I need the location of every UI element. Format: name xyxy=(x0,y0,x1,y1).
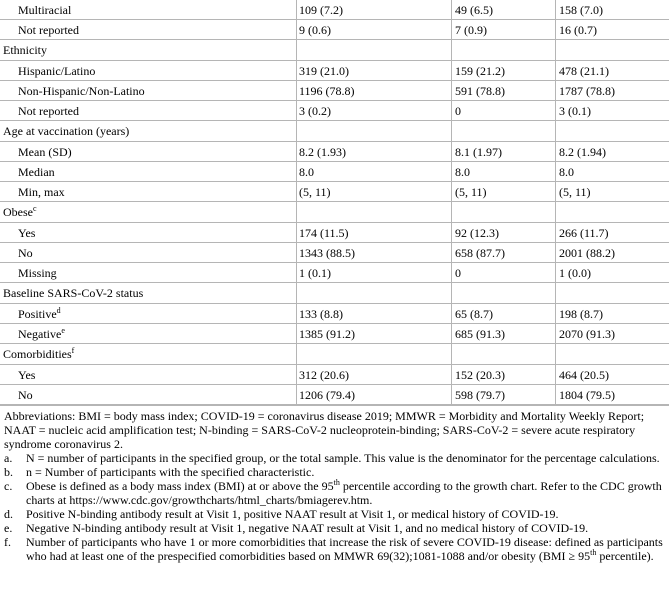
group-header-row xyxy=(0,283,669,304)
footnote-f: f. Number of participants who have 1 or more comorbidities that increase the risk of severe COVID-19 disease: defined as participants who had at least one of the prespecified comorbidities based on MMWR 69(32);1081-1088 and/or obesity (BMI ≥ 95th percentile). xyxy=(4,535,663,563)
row-label: Hispanic/Latino xyxy=(18,64,96,78)
value-cell-col3: 464 (20.5) xyxy=(559,368,609,382)
table-row xyxy=(0,324,669,344)
value-cell-col2: 658 (87.7) xyxy=(455,246,505,260)
value-cell-col2: 591 (78.8) xyxy=(455,84,505,98)
footnote-marker: f xyxy=(71,346,75,355)
row-label: Not reported xyxy=(18,23,79,37)
value-cell-col2: 159 (21.2) xyxy=(455,64,505,78)
value-cell-col2: (5, 11) xyxy=(455,185,487,199)
row-label: Comorbidities$^f$ xyxy=(3,346,75,361)
group-header-row xyxy=(0,344,669,365)
table-row xyxy=(0,61,669,81)
value-cell-col1: 133 (8.8) xyxy=(299,307,343,321)
value-cell-col2: 685 (91.3) xyxy=(455,327,505,341)
value-cell-col1: 109 (7.2) xyxy=(299,3,343,17)
table-row xyxy=(0,20,669,40)
value-cell-col1: 1206 (79.4) xyxy=(299,388,355,402)
table-row xyxy=(0,162,669,182)
value-cell-col2: 92 (12.3) xyxy=(455,226,499,240)
row-label: Missing xyxy=(18,266,57,280)
table-row xyxy=(0,0,669,20)
value-cell-col3: 2070 (91.3) xyxy=(559,327,615,341)
row-label: Positive$^d$ xyxy=(18,306,61,321)
row-label: Yes xyxy=(18,226,36,240)
value-cell-col1: 312 (20.6) xyxy=(299,368,349,382)
value-cell-col3: 1804 (79.5) xyxy=(559,388,615,402)
footnote-d: d. Positive N-binding antibody result at Visit 1, positive NAAT result at Visit 1, or medical history of COVID-19. xyxy=(4,507,559,521)
table-row xyxy=(0,182,669,202)
footnote-e: e. Negative N-binding antibody result at Visit 1, negative NAAT result at Visit 1, and no medical history of COVID-19. xyxy=(4,521,589,535)
value-cell-col2: 7 (0.9) xyxy=(455,23,487,37)
footnote-marker: e xyxy=(61,326,65,335)
value-cell-col3: 478 (21.1) xyxy=(559,64,609,78)
table-row xyxy=(0,243,669,263)
value-cell-col3: 8.2 (1.94) xyxy=(559,145,606,159)
row-label: No xyxy=(18,246,33,260)
footnote-marker: c xyxy=(33,204,37,213)
value-cell-col1: (5, 11) xyxy=(299,185,331,199)
value-cell-col2: 8.1 (1.97) xyxy=(455,145,502,159)
row-label: No xyxy=(18,388,33,402)
value-cell-col1: 1 (0.1) xyxy=(299,266,331,280)
value-cell-col3: 1 (0.0) xyxy=(559,266,591,280)
footnote-c: c. Obese is defined as a body mass index (BMI) at or above the 95th percentile according to the growth chart. Refer to the CDC growth charts at https://www.cdc.gov/growthcharts/html_charts/bmiagerev.htm. xyxy=(4,478,662,507)
value-cell-col2: 0 xyxy=(455,266,461,280)
table-row xyxy=(0,223,669,243)
row-label: Multiracial xyxy=(18,3,72,17)
abbreviations-note: Abbreviations: BMI = body mass index; COVID-19 = coronavirus disease 2019; MMWR = Morbidity and Mortality Weekly Report; NAAT = nucleic acid amplification test; N-binding = SARS-CoV-2 nucleoprotein-binding; SARS-CoV-2 = severe acute respiratory syndrome coronavirus 2. xyxy=(4,409,645,451)
value-cell-col2: 8.0 xyxy=(455,165,470,179)
value-cell-col2: 152 (20.3) xyxy=(455,368,505,382)
row-label: Not reported xyxy=(18,104,79,118)
value-cell-col3: 2001 (88.2) xyxy=(559,246,615,260)
table-row xyxy=(0,304,669,324)
value-cell-col2: 0 xyxy=(455,104,461,118)
value-cell-col1: 3 (0.2) xyxy=(299,104,331,118)
row-label: Yes xyxy=(18,368,36,382)
table-row xyxy=(0,263,669,283)
value-cell-col1: 8.2 (1.93) xyxy=(299,145,346,159)
value-cell-col1: 319 (21.0) xyxy=(299,64,349,78)
table-row xyxy=(0,101,669,121)
value-cell-col1: 1343 (88.5) xyxy=(299,246,355,260)
value-cell-col1: 9 (0.6) xyxy=(299,23,331,37)
row-label: Obese$^c$ xyxy=(3,204,37,219)
value-cell-col3: (5, 11) xyxy=(559,185,591,199)
value-cell-col1: 1196 (78.8) xyxy=(299,84,355,98)
row-label: Mean (SD) xyxy=(18,145,72,159)
value-cell-col2: 65 (8.7) xyxy=(455,307,493,321)
table-footnotes xyxy=(0,405,669,563)
group-header-row xyxy=(0,202,669,223)
row-label: Non-Hispanic/Non-Latino xyxy=(18,84,145,98)
value-cell-col3: 266 (11.7) xyxy=(559,226,609,240)
footnote-b: b. n = Number of participants with the specified characteristic. xyxy=(4,465,315,479)
footnote-marker: d xyxy=(56,306,61,315)
value-cell-col1: 8.0 xyxy=(299,165,314,179)
value-cell-col3: 198 (8.7) xyxy=(559,307,603,321)
value-cell-col1: 174 (11.5) xyxy=(299,226,349,240)
row-label: Negative$^e$ xyxy=(18,326,65,341)
footnote-a: a. N = number of participants in the specified group, or the total sample. This value is the denominator for the percentage calculations. xyxy=(4,451,660,465)
table-row xyxy=(0,385,669,405)
value-cell-col2: 49 (6.5) xyxy=(455,3,493,17)
value-cell-col3: 8.0 xyxy=(559,165,574,179)
row-label: Min, max xyxy=(18,185,65,199)
value-cell-col3: 1787 (78.8) xyxy=(559,84,615,98)
value-cell-col3: 16 (0.7) xyxy=(559,23,597,37)
row-label: Ethnicity xyxy=(3,43,47,57)
table-row xyxy=(0,81,669,101)
value-cell-col2: 598 (79.7) xyxy=(455,388,505,402)
value-cell-col3: 158 (7.0) xyxy=(559,3,603,17)
value-cell-col3: 3 (0.1) xyxy=(559,104,591,118)
value-cell-col1: 1385 (91.2) xyxy=(299,327,355,341)
row-label: Age at vaccination (years) xyxy=(3,124,130,138)
group-header-row xyxy=(0,40,669,61)
table-row xyxy=(0,365,669,385)
row-label: Median xyxy=(18,165,55,179)
group-header-row xyxy=(0,121,669,142)
row-label: Baseline SARS-CoV-2 status xyxy=(3,286,144,300)
table-row xyxy=(0,142,669,162)
